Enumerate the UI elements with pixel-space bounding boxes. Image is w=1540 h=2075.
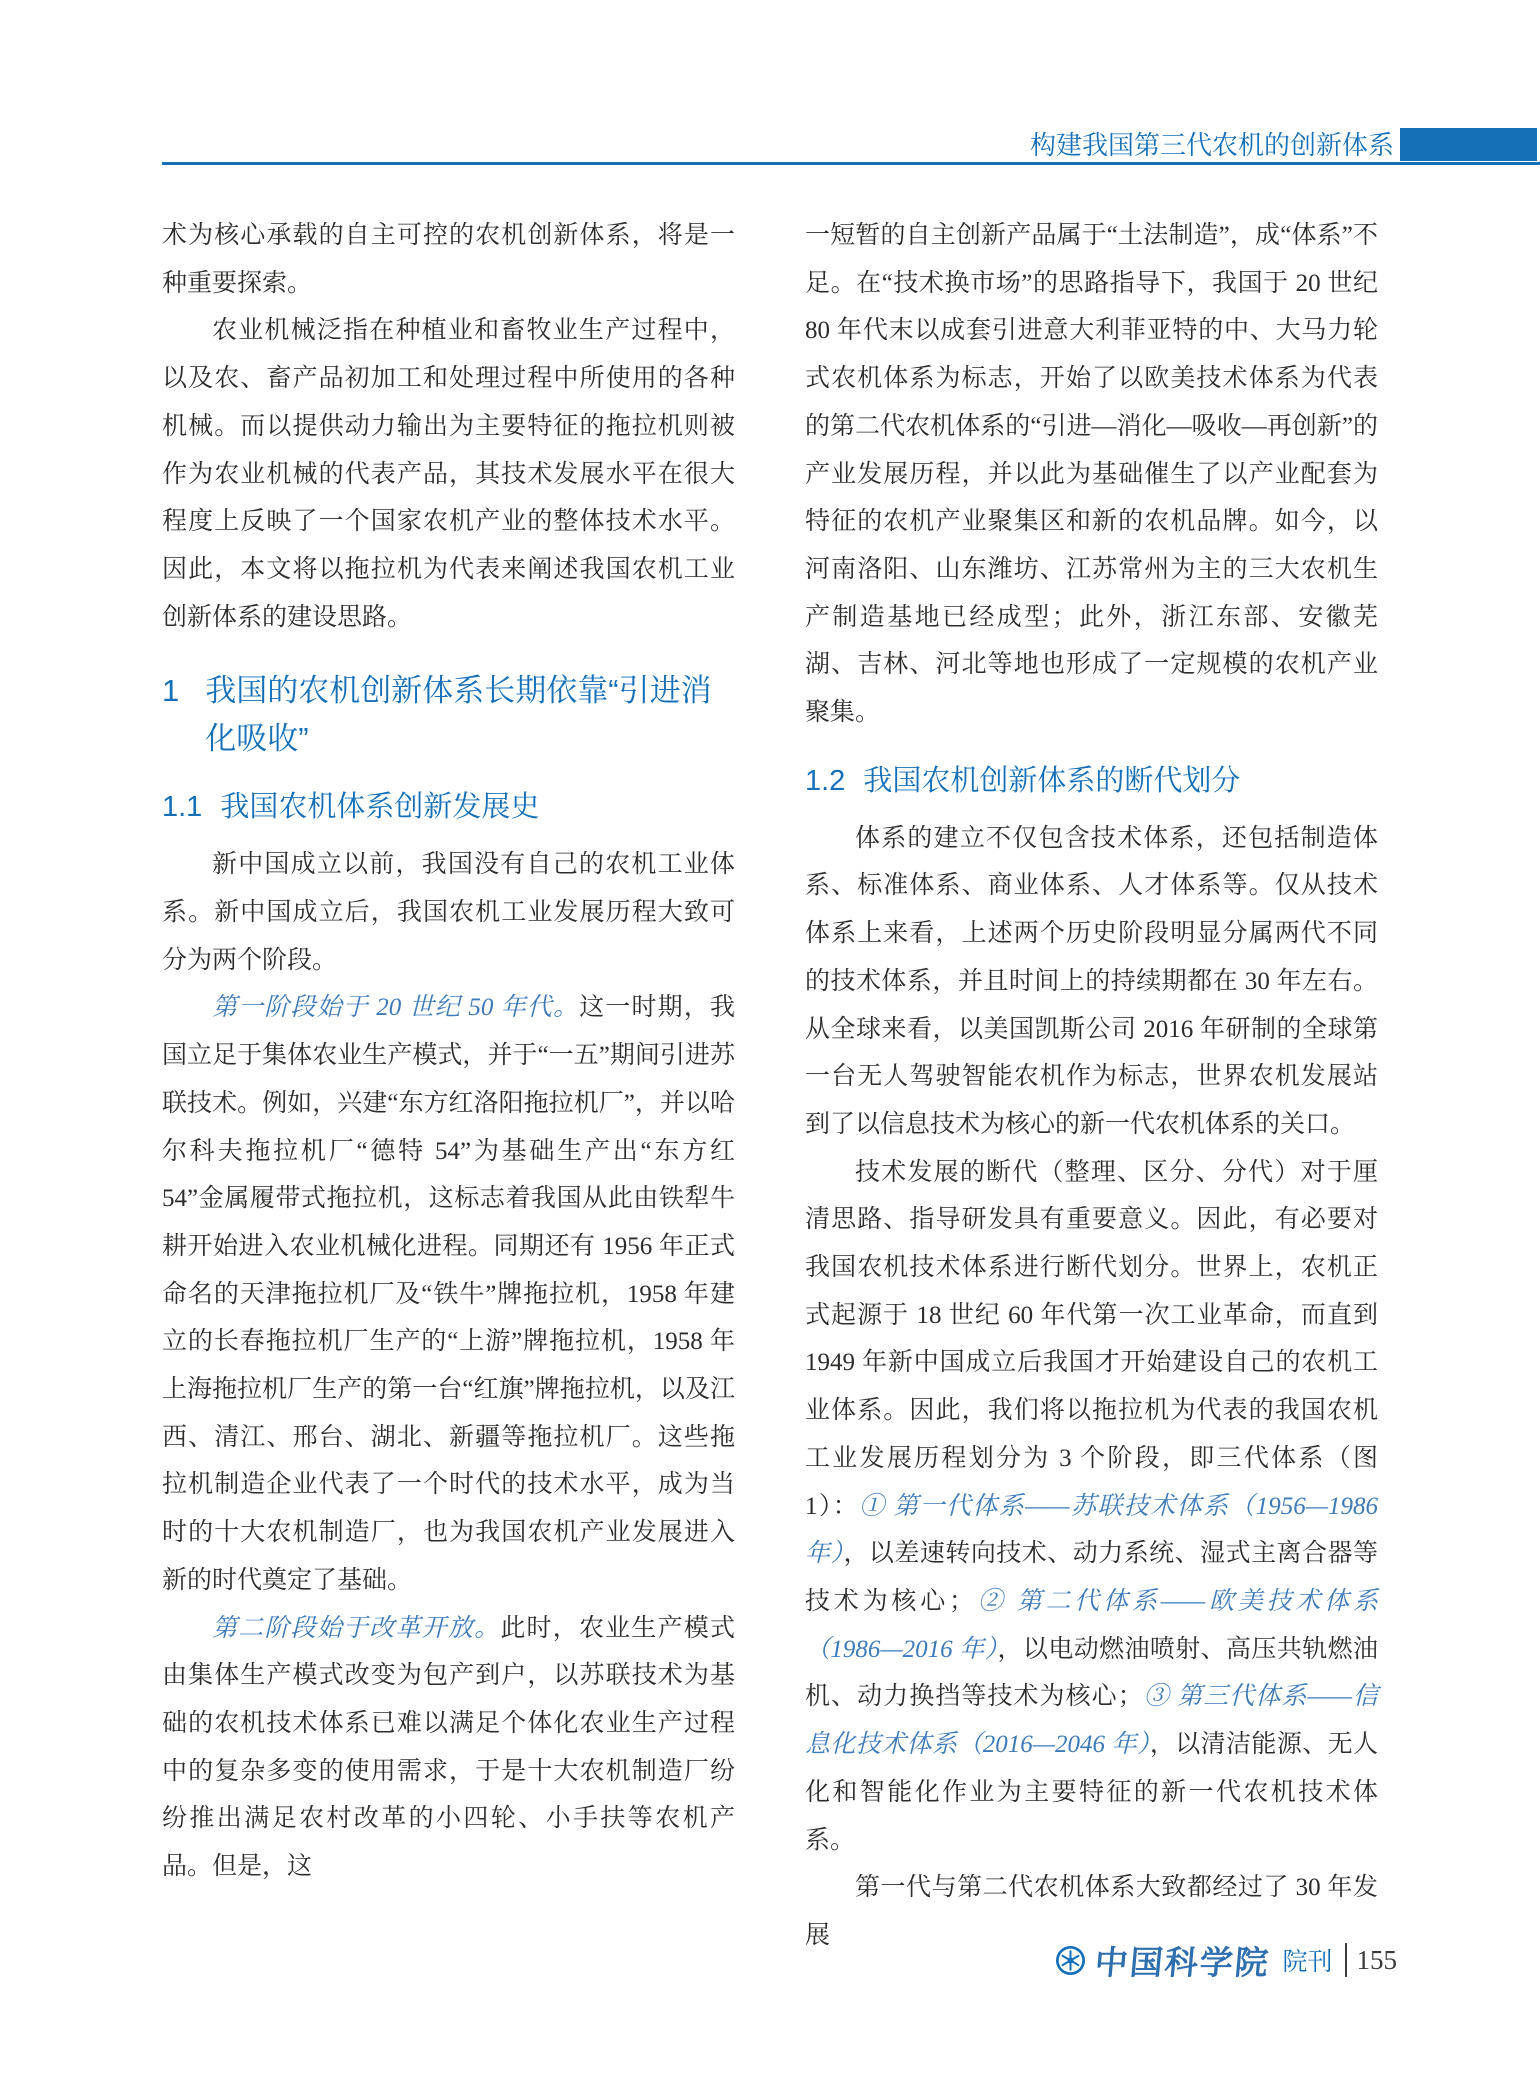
running-head: 构建我国第三代农机的创新体系 (1029, 130, 1394, 160)
subsection-heading (805, 757, 1378, 805)
paragraph: 术为核心承载的自主可控的农机创新体系，将是一种重要探索。 (162, 222, 735, 297)
heading-text: 我国农机体系创新发展史 (220, 791, 540, 824)
emphasis-run: ① 第一代体系——苏联技术体系（1956—1986 年） (805, 1492, 1378, 1568)
emphasis-run: ② 第二代体系——欧美技术体系（1986—2016 年） (805, 1587, 1378, 1663)
heading-number: 1 (162, 673, 180, 709)
paragraph: 一短暂的自主创新产品属于“土法制造”，成“体系”不足。在“技术换市场”的思路指导下，我国于 20 世纪 80 年代末以成套引进意大利菲亚特的中、大马力轮式农机体系为标志，开始了以欧美技术体系为代表的第二代农机体系的“引进—消化—吸收—再创新”的产业发展历程，并以此为基础催生了以产业配套为特征的农机产业聚集区和新的农机品牌。如今，以河南洛阳、山东潍坊、江苏常州为主的三大农机生产制造基地已经成型；此外，浙江东部、安徽芜湖、吉林、河北等地也形成了一定规模的农机产业聚集。 (805, 222, 1378, 727)
cas-emblem-icon (1055, 1945, 1086, 1976)
heading-text: 我国农机创新体系的断代划分 (863, 764, 1241, 797)
emphasis-run: 第一阶段始于 20 世纪 50 年代。 (212, 994, 580, 1022)
right-column (805, 212, 1378, 1960)
paragraph: 体系的建立不仅包含技术体系，还包括制造体系、标准体系、商业体系、人才体系等。仅从技术体系上来看，上述两个历史阶段明显分属两代不同的技术体系，并且时间上的持续期都在 30 年左右。从全球来看，以美国凯斯公司 2016 年研制的全球第一台无人驾驶智能农机作为标志，世界农机发展站到了以信息技术为核心的新一代农机体系的关口。 (805, 824, 1378, 1138)
left-column (162, 212, 735, 1960)
header-tab-decoration (1400, 128, 1537, 161)
page-number: 155 (1356, 1944, 1397, 1975)
header-rule (162, 162, 1540, 165)
footer-divider (1345, 1943, 1347, 1977)
emphasis-run: ③ 第三代体系——信息化技术体系（2016—2046 年） (805, 1683, 1378, 1759)
heading-number: 1.1 (162, 791, 203, 824)
paragraph: 新中国成立以前，我国没有自己的农机工业体系。新中国成立后，我国农机工业发展历程大致可分为两个阶段。 (162, 851, 735, 974)
section-heading (162, 667, 735, 763)
paragraph: 第一阶段始于 20 世纪 50 年代。这一时期，我国立足于集体农业生产模式，并于“一五”期间引进苏联技术。例如，兴建“东方红洛阳拖拉机厂”，并以哈尔科夫拖拉机厂“德特 54”为基础生产出“东方红 54”金属履带式拖拉机，这标志着我国从此由铁犁牛耕开始进入农业机械化进程。同期还有 1956 年正式命名的天津拖拉机厂及“铁牛”牌拖拉机，1958 年建立的长春拖拉机厂生产的“上游”牌拖拉机，1958 年上海拖拉机厂生产的第一台“红旗”牌拖拉机，以及江西、清江、邢台、湖北、新疆等拖拉机厂。这些拖拉机制造企业代表了一个时代的技术水平，成为当时的十大农机制造厂，也为我国农机产业发展进入新的时代奠定了基础。 (162, 994, 735, 1594)
footer-brand: 中国科学院 (1093, 1945, 1272, 1982)
heading-text: 我国的农机创新体系长期依靠“引进消化吸收” (205, 673, 712, 757)
page-footer (1055, 1938, 1397, 1982)
heading-number: 1.2 (805, 764, 846, 797)
footer-journal-label: 院刊 (1282, 1948, 1333, 1976)
paragraph: 技术发展的断代（整理、区分、分代）对于厘清思路、指导研发具有重要意义。因此，有必要对我国农机技术体系进行断代划分。世界上，农机正式起源于 18 世纪 60 年代第一次工业革命，而直到 1949 年新中国成立后我国才开始建设自己的农机工业体系。因此，我们将以拖拉机为代表的我国农机工业发展历程划分为 3 个阶段，即三代体系（图 1）：① 第一代体系——苏联技术体系（1956—1986 年），以差速转向技术、动力系统、湿式主离合器等技术为核心；② 第二代体系——欧美技术体系（1986—2016 年），以电动燃油喷射、高压共轨燃油机、动力换挡等技术为核心；③ 第三代体系——信息化技术体系（2016—2046 年），以清洁能源、无人化和智能化作业为主要特征的新一代农机技术体系。 (805, 1158, 1378, 1854)
paragraph: 第二阶段始于改革开放。此时，农业生产模式由集体生产模式改变为包产到户，以苏联技术为基础的农机技术体系已难以满足个体化农业生产过程中的复杂多变的使用需求，于是十大农机制造厂纷纷推出满足农村改革的小四轮、小手扶等农机产品。但是，这 (162, 1614, 735, 1881)
paragraph: 第一代与第二代农机体系大致都经过了 30 年发展 (805, 1874, 1378, 1949)
paragraph: 农业机械泛指在种植业和畜牧业生产过程中，以及农、畜产品初加工和处理过程中所使用的各种机械。而以提供动力输出为主要特征的拖拉机则被作为农业机械的代表产品，其技术发展水平在很大程度上反映了一个国家农机产业的整体技术水平。因此，本文将以拖拉机为代表来阐述我国农机工业创新体系的建设思路。 (162, 317, 735, 631)
article-body (162, 212, 1378, 1960)
subsection-heading (162, 783, 735, 831)
emphasis-run: 第二阶段始于改革开放。 (212, 1614, 501, 1642)
